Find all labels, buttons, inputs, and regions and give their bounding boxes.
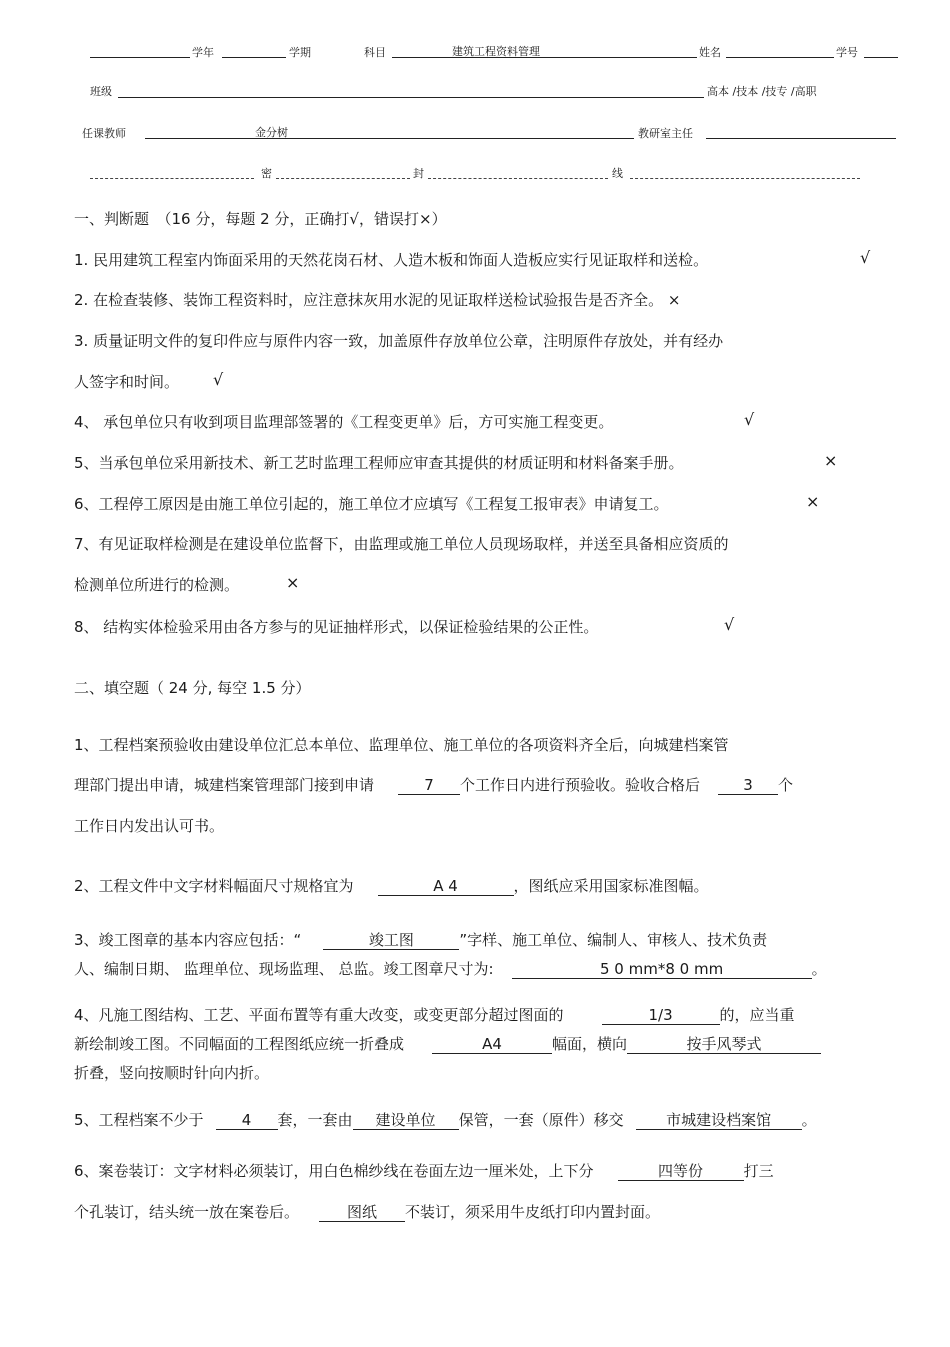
seal-xian: 线 [612,167,623,180]
fill-answer-5a[interactable]: 4 [216,1111,278,1130]
fill-answer-4b[interactable]: A4 [432,1035,552,1054]
fill-answer-3a[interactable]: 竣工图 [323,931,459,950]
section1-title: 一、判断题 （16 分，每题 2 分，正确打√，错误打×） [74,210,447,228]
teacher-label: 任课教师 [82,127,126,140]
student-id-label: 学号 [836,46,858,59]
fill-question-5: 5、工程档案不少于 4 套，一套由 建设单位 保管，一套（原件）移交 市城建设档案馆 。 [74,1111,817,1129]
level-options: 高本 /技本 /技专 /高职 [707,85,817,98]
tf-question-3-line2: 人签字和时间。 [74,373,180,391]
tf-question-1: 1. 民用建筑工程室内饰面采用的天然花岗石材、人造木板和饰面人造板应实行见证取样和送检。 [74,251,709,269]
tf-answer-4: √ [744,410,755,429]
seal-line-2 [276,178,410,179]
section2-title: 二、填空题（ 24 分, 每空 1.5 分） [74,679,311,697]
tf-question-5: 5、当承包单位采用新技术、新工艺时监理工程师应审查其提供的材质证明和材料备案手册。 [74,454,684,472]
director-label: 教研室主任 [638,127,693,140]
fill-question-1-line2: 理部门提出申请，城建档案管理部门接到申请 7 个工作日内进行预验收。验收合格后 3 个 [74,776,794,794]
director-blank[interactable] [706,138,896,139]
term-blank[interactable] [222,57,286,58]
class-label: 班级 [90,85,112,98]
seal-feng: 封 [413,167,424,180]
fill-answer-4a[interactable]: 1/3 [602,1006,720,1025]
tf-question-8: 8、 结构实体检验采用由各方参与的见证抽样形式，以保证检验结果的公正性。 [74,618,599,636]
subject-label: 科目 [364,46,386,59]
fill-answer-1b[interactable]: 3 [718,776,778,795]
fill-question-4-line2: 新绘制竣工图。不同幅面的工程图纸应统一折叠成 A4 幅面，横向 按手风琴式 [74,1034,821,1054]
fill-question-3-line1: 3、竣工图章的基本内容应包括：“ 竣工图 ”字样、施工单位、编制人、审核人、技术负责 [74,931,768,949]
name-blank[interactable] [726,57,834,58]
seal-line-4 [630,178,860,179]
tf-question-7-line2: 检测单位所进行的检测。 [74,576,240,594]
seal-mi: 密 [261,167,272,180]
fill-answer-3b[interactable]: 5 0 mm*8 0 mm [512,960,812,979]
fill-answer-5b[interactable]: 建设单位 [353,1111,459,1130]
seal-line-1 [90,178,254,179]
seal-line-3 [428,178,608,179]
tf-answer-1: √ [860,248,871,267]
year-label: 学年 [192,46,214,59]
fill-question-6-line1: 6、案卷装订：文字材料必须装订，用白色棉纱线在卷面左边一厘米处，上下分 四等份 打三 [74,1162,774,1180]
class-blank[interactable] [118,97,704,98]
tf-question-4: 4、 承包单位只有收到项目监理部签署的《工程变更单》后，方可实施工程变更。 [74,413,614,431]
teacher-blank [145,138,634,139]
year-blank[interactable] [90,57,190,58]
name-label: 姓名 [699,46,721,59]
tf-question-2: 2. 在检查装修、装饰工程资料时，应注意抹灰用水泥的见证取样送检试验报告是否齐全。 × [74,291,681,309]
fill-answer-6a[interactable]: 四等份 [618,1162,744,1181]
subject-blank [392,57,697,58]
fill-answer-6b[interactable]: 图纸 [319,1203,405,1222]
tf-answer-2: × [667,291,681,309]
term-label: 学期 [289,46,311,59]
fill-answer-2[interactable]: A 4 [378,877,514,896]
tf-question-6: 6、工程停工原因是由施工单位引起的，施工单位才应填写《工程复工报审表》申请复工。 [74,495,669,513]
fill-question-1-line3: 工作日内发出认可书。 [74,817,225,835]
tf-answer-3: √ [213,370,224,389]
fill-answer-4c[interactable]: 按手风琴式 [627,1035,821,1054]
fill-question-4-line3: 折叠，竖向按顺时针向内折。 [74,1064,270,1082]
teacher-value: 金分树 [255,126,288,139]
tf-answer-7: × [286,573,300,592]
fill-question-2: 2、工程文件中文字材料幅面尺寸规格宜为 A 4 ，图纸应采用国家标准图幅。 [74,877,709,895]
tf-answer-5: × [824,451,838,470]
student-id-blank[interactable] [864,57,898,58]
fill-answer-5c[interactable]: 市城建设档案馆 [636,1111,802,1130]
fill-question-1-line1: 1、工程档案预验收由建设单位汇总本单位、监理单位、施工单位的各项资料齐全后，向城建档案管 [74,736,729,754]
tf-question-3-line1: 3. 质量证明文件的复印件应与原件内容一致，加盖原件存放单位公章，注明原件存放处，并有经办 [74,332,724,350]
subject-value: 建筑工程资料管理 [452,45,540,58]
tf-question-7-line1: 7、有见证取样检测是在建设单位监督下，由监理或施工单位人员现场取样，并送至具备相应资质的 [74,535,729,553]
tf-answer-8: √ [724,615,735,634]
fill-answer-1a[interactable]: 7 [398,776,460,795]
tf-answer-6: × [806,492,820,511]
fill-question-3-line2: 人、编制日期、 监理单位、现场监理、 总监。竣工图章尺寸为: 5 0 mm*8 0 mm 。 [74,960,827,978]
fill-question-4-line1: 4、凡施工图结构、工艺、平面布置等有重大改变，或变更部分超过图面的 1/3 的，应当重 [74,1006,795,1024]
fill-question-6-line2: 个孔装订，结头统一放在案卷后。 图纸 不装订，须采用牛皮纸打印内置封面。 [74,1203,661,1221]
